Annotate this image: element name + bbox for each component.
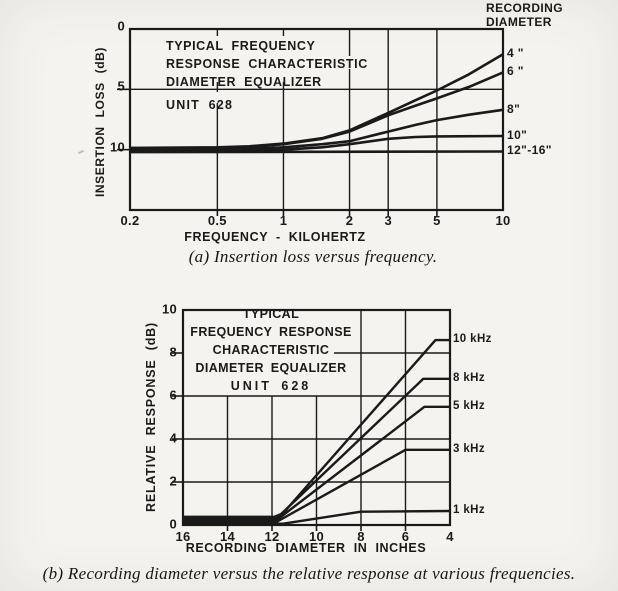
chart-a-x-tick-10: 10	[495, 213, 511, 228]
chart-b-title-line1: TYPICAL	[242, 307, 300, 321]
chart-a-x-tick-5: 5	[433, 213, 441, 228]
chart-b-y-tick-8: 8	[169, 344, 177, 360]
chart-a-y-tick-10: 10	[109, 139, 125, 155]
chart-a-y-tick-5: 5	[117, 78, 125, 94]
chart-b-y-tick-0: 0	[169, 516, 177, 532]
chart-a-x-tick-0.2: 0.2	[120, 213, 140, 228]
legend-title-line1: RECORDING	[486, 1, 563, 15]
chart-a-title-line1: TYPICAL FREQUENCY	[166, 39, 316, 53]
chart-b-title-line3: CHARACTERISTIC	[212, 343, 330, 357]
chart-b-title-line4: DIAMETER EQUALIZER	[195, 361, 347, 375]
chart-b-series-label: 1 kHz	[453, 504, 486, 517]
chart-a-x-tick-1: 1	[279, 213, 288, 228]
chart-b-x-tick-4: 4	[446, 529, 454, 544]
chart-a-series-label: 12"-16"	[507, 143, 552, 158]
chart-b-y-tick-4: 4	[169, 430, 177, 446]
chart-a-title-line2: RESPONSE CHARACTERISTIC	[166, 57, 368, 71]
chart-a-x-axis-label: FREQUENCY - KILOHERTZ	[184, 230, 366, 244]
chart-b-unit-label: UNIT 628	[230, 379, 312, 393]
chart-a-y-tick-0: 0	[117, 18, 125, 34]
curve-1216	[130, 152, 503, 153]
chart-a-title-line3: DIAMETER EQUALIZER	[166, 75, 322, 89]
chart-b-y-tick-2: 2	[169, 473, 177, 489]
chart-a-series-label: 4 "	[507, 46, 524, 61]
chart-a-x-tick-2: 2	[345, 213, 354, 228]
chart-b-series-label: 10 kHz	[453, 333, 492, 346]
chart-b-x-tick-10: 10	[308, 529, 325, 544]
legend-title-line2: DIAMETER	[486, 15, 552, 29]
chart-b-x-tick-14: 14	[219, 529, 236, 544]
chart-b-x-tick-6: 6	[401, 529, 410, 544]
chart-a-series-label: 6 "	[507, 64, 524, 79]
chart-a-y-axis-label: INSERTION LOSS (dB)	[93, 46, 107, 198]
chart-a-x-tick-3: 3	[384, 213, 392, 228]
chart-b-x-axis-label: RECORDING DIAMETER IN INCHES	[185, 541, 427, 555]
chart-b-y-tick-10: 10	[161, 301, 177, 317]
chart-b-title	[187, 305, 355, 395]
chart-b-y-tick-6: 6	[169, 387, 177, 403]
chart-a-legend-title	[486, 1, 563, 29]
chart-b-x-tick-16: 16	[175, 529, 191, 544]
chart-b-x-tick-12: 12	[264, 529, 280, 544]
chart-b-y-axis-label: RELATIVE RESPONSE (dB)	[144, 322, 158, 512]
chart-b-title-line2: FREQUENCY RESPONSE	[190, 325, 352, 339]
chart-a-series-label: 10"	[507, 128, 528, 143]
chart-b-series-label: 3 kHz	[453, 442, 486, 455]
chart-b-series-label: 5 kHz	[453, 399, 486, 412]
curve-8	[130, 110, 503, 151]
chart-b-x-tick-8: 8	[357, 529, 365, 544]
chart-a-series-label: 8"	[507, 101, 521, 116]
chart-b-series-label: 8 kHz	[453, 371, 486, 384]
chart-b-caption: (b) Recording diameter versus the relative response at various frequencies.	[42, 564, 576, 583]
chart-a-caption: (a) Insertion loss versus frequency.	[188, 247, 438, 266]
chart-a-title	[166, 37, 368, 114]
chart-a-unit-label: UNIT 628	[166, 98, 234, 112]
chart-a-x-tick-0.5: 0.5	[207, 213, 227, 228]
